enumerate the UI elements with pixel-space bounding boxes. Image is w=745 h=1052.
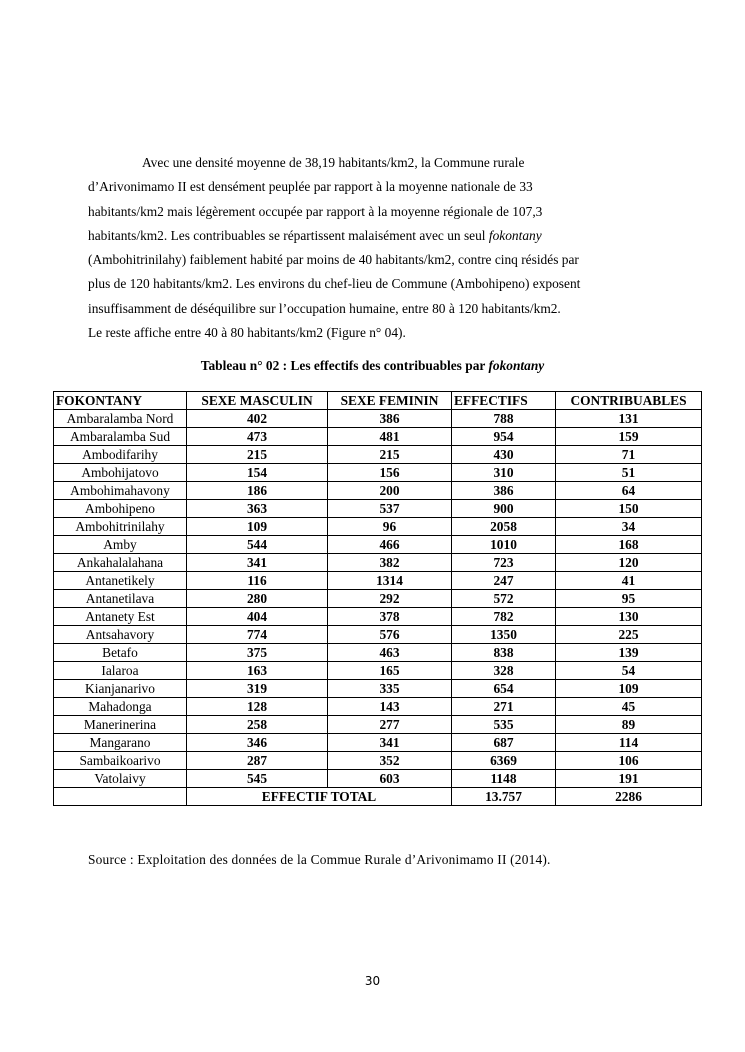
- value-cell: 6369: [452, 752, 556, 770]
- value-cell: 788: [452, 410, 556, 428]
- value-cell: 363: [187, 500, 328, 518]
- value-cell: 258: [187, 716, 328, 734]
- table-row: [54, 734, 702, 752]
- value-cell: 838: [452, 644, 556, 662]
- value-cell: 654: [452, 680, 556, 698]
- paragraph-italic-term: fokontany: [488, 227, 542, 243]
- value-cell: 603: [328, 770, 452, 788]
- caption-text: Tableau n° 02 : Les effectifs des contribuables par: [200, 358, 489, 373]
- value-cell: 335: [328, 680, 452, 698]
- value-cell: 114: [556, 734, 702, 752]
- value-cell: 168: [556, 536, 702, 554]
- value-cell: 95: [556, 590, 702, 608]
- body-paragraph: [88, 151, 678, 345]
- value-cell: 537: [328, 500, 452, 518]
- value-cell: 271: [452, 698, 556, 716]
- fokontany-cell: Ambohitrinilahy: [54, 518, 187, 536]
- value-cell: 473: [187, 428, 328, 446]
- value-cell: 139: [556, 644, 702, 662]
- value-cell: 89: [556, 716, 702, 734]
- fokontany-cell: Antanetikely: [54, 572, 187, 590]
- value-cell: 463: [328, 644, 452, 662]
- total-empty-cell: [54, 788, 187, 806]
- table-row: [54, 428, 702, 446]
- value-cell: 159: [556, 428, 702, 446]
- paragraph-line: Le reste affiche entre 40 à 80 habitants/km2 (Figure n° 04).: [88, 325, 406, 341]
- value-cell: 143: [328, 698, 452, 716]
- value-cell: 402: [187, 410, 328, 428]
- value-cell: 346: [187, 734, 328, 752]
- paragraph-line: plus de 120 habitants/km2. Les environs du chef-lieu de Commune (Ambohipeno) exposent: [88, 276, 581, 292]
- value-cell: 165: [328, 662, 452, 680]
- total-label: EFFECTIF TOTAL: [187, 788, 452, 806]
- fokontany-cell: Antanety Est: [54, 608, 187, 626]
- value-cell: 687: [452, 734, 556, 752]
- fokontany-cell: Ialaroa: [54, 662, 187, 680]
- value-cell: 352: [328, 752, 452, 770]
- table-row: [54, 410, 702, 428]
- fokontany-cell: Ankahalalahana: [54, 554, 187, 572]
- value-cell: 150: [556, 500, 702, 518]
- value-cell: 1148: [452, 770, 556, 788]
- value-cell: 310: [452, 464, 556, 482]
- fokontany-cell: Amby: [54, 536, 187, 554]
- fokontany-cell: Ambaralamba Sud: [54, 428, 187, 446]
- fokontany-cell: Ambodifarihy: [54, 446, 187, 464]
- value-cell: 576: [328, 626, 452, 644]
- column-header: EFFECTIFS: [452, 392, 556, 410]
- column-header: SEXE MASCULIN: [187, 392, 328, 410]
- column-header: CONTRIBUABLES: [556, 392, 702, 410]
- value-cell: 277: [328, 716, 452, 734]
- table-row: [54, 536, 702, 554]
- page-number: 30: [364, 974, 381, 988]
- value-cell: 386: [328, 410, 452, 428]
- value-cell: 130: [556, 608, 702, 626]
- value-cell: 200: [328, 482, 452, 500]
- value-cell: 131: [556, 410, 702, 428]
- value-cell: 109: [187, 518, 328, 536]
- value-cell: 341: [187, 554, 328, 572]
- value-cell: 375: [187, 644, 328, 662]
- value-cell: 186: [187, 482, 328, 500]
- value-cell: 71: [556, 446, 702, 464]
- table-row: [54, 626, 702, 644]
- table-row: [54, 770, 702, 788]
- value-cell: 106: [556, 752, 702, 770]
- table-row: [54, 464, 702, 482]
- value-cell: 545: [187, 770, 328, 788]
- value-cell: 64: [556, 482, 702, 500]
- table-row: [54, 608, 702, 626]
- table-row: [54, 698, 702, 716]
- table-row: [54, 662, 702, 680]
- value-cell: 215: [187, 446, 328, 464]
- fokontany-cell: Mahadonga: [54, 698, 187, 716]
- fokontany-cell: Vatolaivy: [54, 770, 187, 788]
- column-header: SEXE FEMININ: [328, 392, 452, 410]
- table-row: [54, 572, 702, 590]
- value-cell: 1314: [328, 572, 452, 590]
- value-cell: 191: [556, 770, 702, 788]
- value-cell: 116: [187, 572, 328, 590]
- value-cell: 782: [452, 608, 556, 626]
- value-cell: 41: [556, 572, 702, 590]
- paragraph-line: habitants/km2 mais légèrement occupée par rapport à la moyenne régionale de 107,3: [88, 203, 543, 219]
- value-cell: 382: [328, 554, 452, 572]
- table-row: [54, 482, 702, 500]
- value-cell: 96: [328, 518, 452, 536]
- value-cell: 900: [452, 500, 556, 518]
- value-cell: 34: [556, 518, 702, 536]
- table-row: [54, 500, 702, 518]
- value-cell: 319: [187, 680, 328, 698]
- paragraph-line: Avec une densité moyenne de 38,19 habitants/km2, la Commune rurale: [142, 155, 525, 170]
- paragraph-line: insuffisamment de déséquilibre sur l’occupation humaine, entre 80 à 120 habitants/km2.: [88, 300, 561, 316]
- value-cell: 2058: [452, 518, 556, 536]
- value-cell: 287: [187, 752, 328, 770]
- table-row: [54, 716, 702, 734]
- paragraph-line: d’Arivonimamo II est densément peuplée par rapport à la moyenne nationale de 33: [88, 179, 533, 195]
- value-cell: 341: [328, 734, 452, 752]
- source-note: Source : Exploitation des données de la Commue Rurale d’Arivonimamo II (2014).: [88, 852, 551, 867]
- fokontany-cell: Ambohipeno: [54, 500, 187, 518]
- value-cell: 54: [556, 662, 702, 680]
- value-cell: 954: [452, 428, 556, 446]
- value-cell: 774: [187, 626, 328, 644]
- table-row: [54, 590, 702, 608]
- value-cell: 1350: [452, 626, 556, 644]
- table-row: [54, 554, 702, 572]
- value-cell: 128: [187, 698, 328, 716]
- table-caption: [0, 358, 745, 374]
- fokontany-cell: Antsahavory: [54, 626, 187, 644]
- total-row: [54, 788, 702, 806]
- fokontany-cell: Ambohimahavony: [54, 482, 187, 500]
- value-cell: 378: [328, 608, 452, 626]
- table-row: [54, 752, 702, 770]
- value-cell: 1010: [452, 536, 556, 554]
- total-effectifs: 13.757: [452, 788, 556, 806]
- value-cell: 328: [452, 662, 556, 680]
- value-cell: 109: [556, 680, 702, 698]
- fokontany-cell: Mangarano: [54, 734, 187, 752]
- table-row: [54, 644, 702, 662]
- fokontany-cell: Sambaikoarivo: [54, 752, 187, 770]
- value-cell: 481: [328, 428, 452, 446]
- value-cell: 45: [556, 698, 702, 716]
- value-cell: 572: [452, 590, 556, 608]
- table-row: [54, 446, 702, 464]
- value-cell: 156: [328, 464, 452, 482]
- table-header-row: [54, 392, 702, 410]
- table-row: [54, 680, 702, 698]
- column-header: FOKONTANY: [54, 392, 187, 410]
- value-cell: 404: [187, 608, 328, 626]
- fokontany-cell: Manerinerina: [54, 716, 187, 734]
- fokontany-cell: Antanetilava: [54, 590, 187, 608]
- value-cell: 247: [452, 572, 556, 590]
- fokontany-cell: Ambohijatovo: [54, 464, 187, 482]
- value-cell: 154: [187, 464, 328, 482]
- value-cell: 535: [452, 716, 556, 734]
- contribuables-table: [53, 391, 702, 806]
- value-cell: 430: [452, 446, 556, 464]
- value-cell: 163: [187, 662, 328, 680]
- value-cell: 386: [452, 482, 556, 500]
- fokontany-cell: Kianjanarivo: [54, 680, 187, 698]
- fokontany-cell: Ambaralamba Nord: [54, 410, 187, 428]
- value-cell: 120: [556, 554, 702, 572]
- value-cell: 544: [187, 536, 328, 554]
- value-cell: 51: [556, 464, 702, 482]
- value-cell: 723: [452, 554, 556, 572]
- paragraph-line: [88, 224, 678, 248]
- caption-italic: fokontany: [488, 358, 545, 373]
- value-cell: 280: [187, 590, 328, 608]
- paragraph-line-text: habitants/km2. Les contribuables se répartissent malaisément avec un seul: [88, 227, 489, 243]
- table-row: [54, 518, 702, 536]
- paragraph-line: (Ambohitrinilahy) faiblement habité par moins de 40 habitants/km2, contre cinq résidés par: [88, 252, 579, 268]
- value-cell: 215: [328, 446, 452, 464]
- value-cell: 225: [556, 626, 702, 644]
- value-cell: 466: [328, 536, 452, 554]
- value-cell: 292: [328, 590, 452, 608]
- fokontany-cell: Betafo: [54, 644, 187, 662]
- total-contribuables: 2286: [556, 788, 702, 806]
